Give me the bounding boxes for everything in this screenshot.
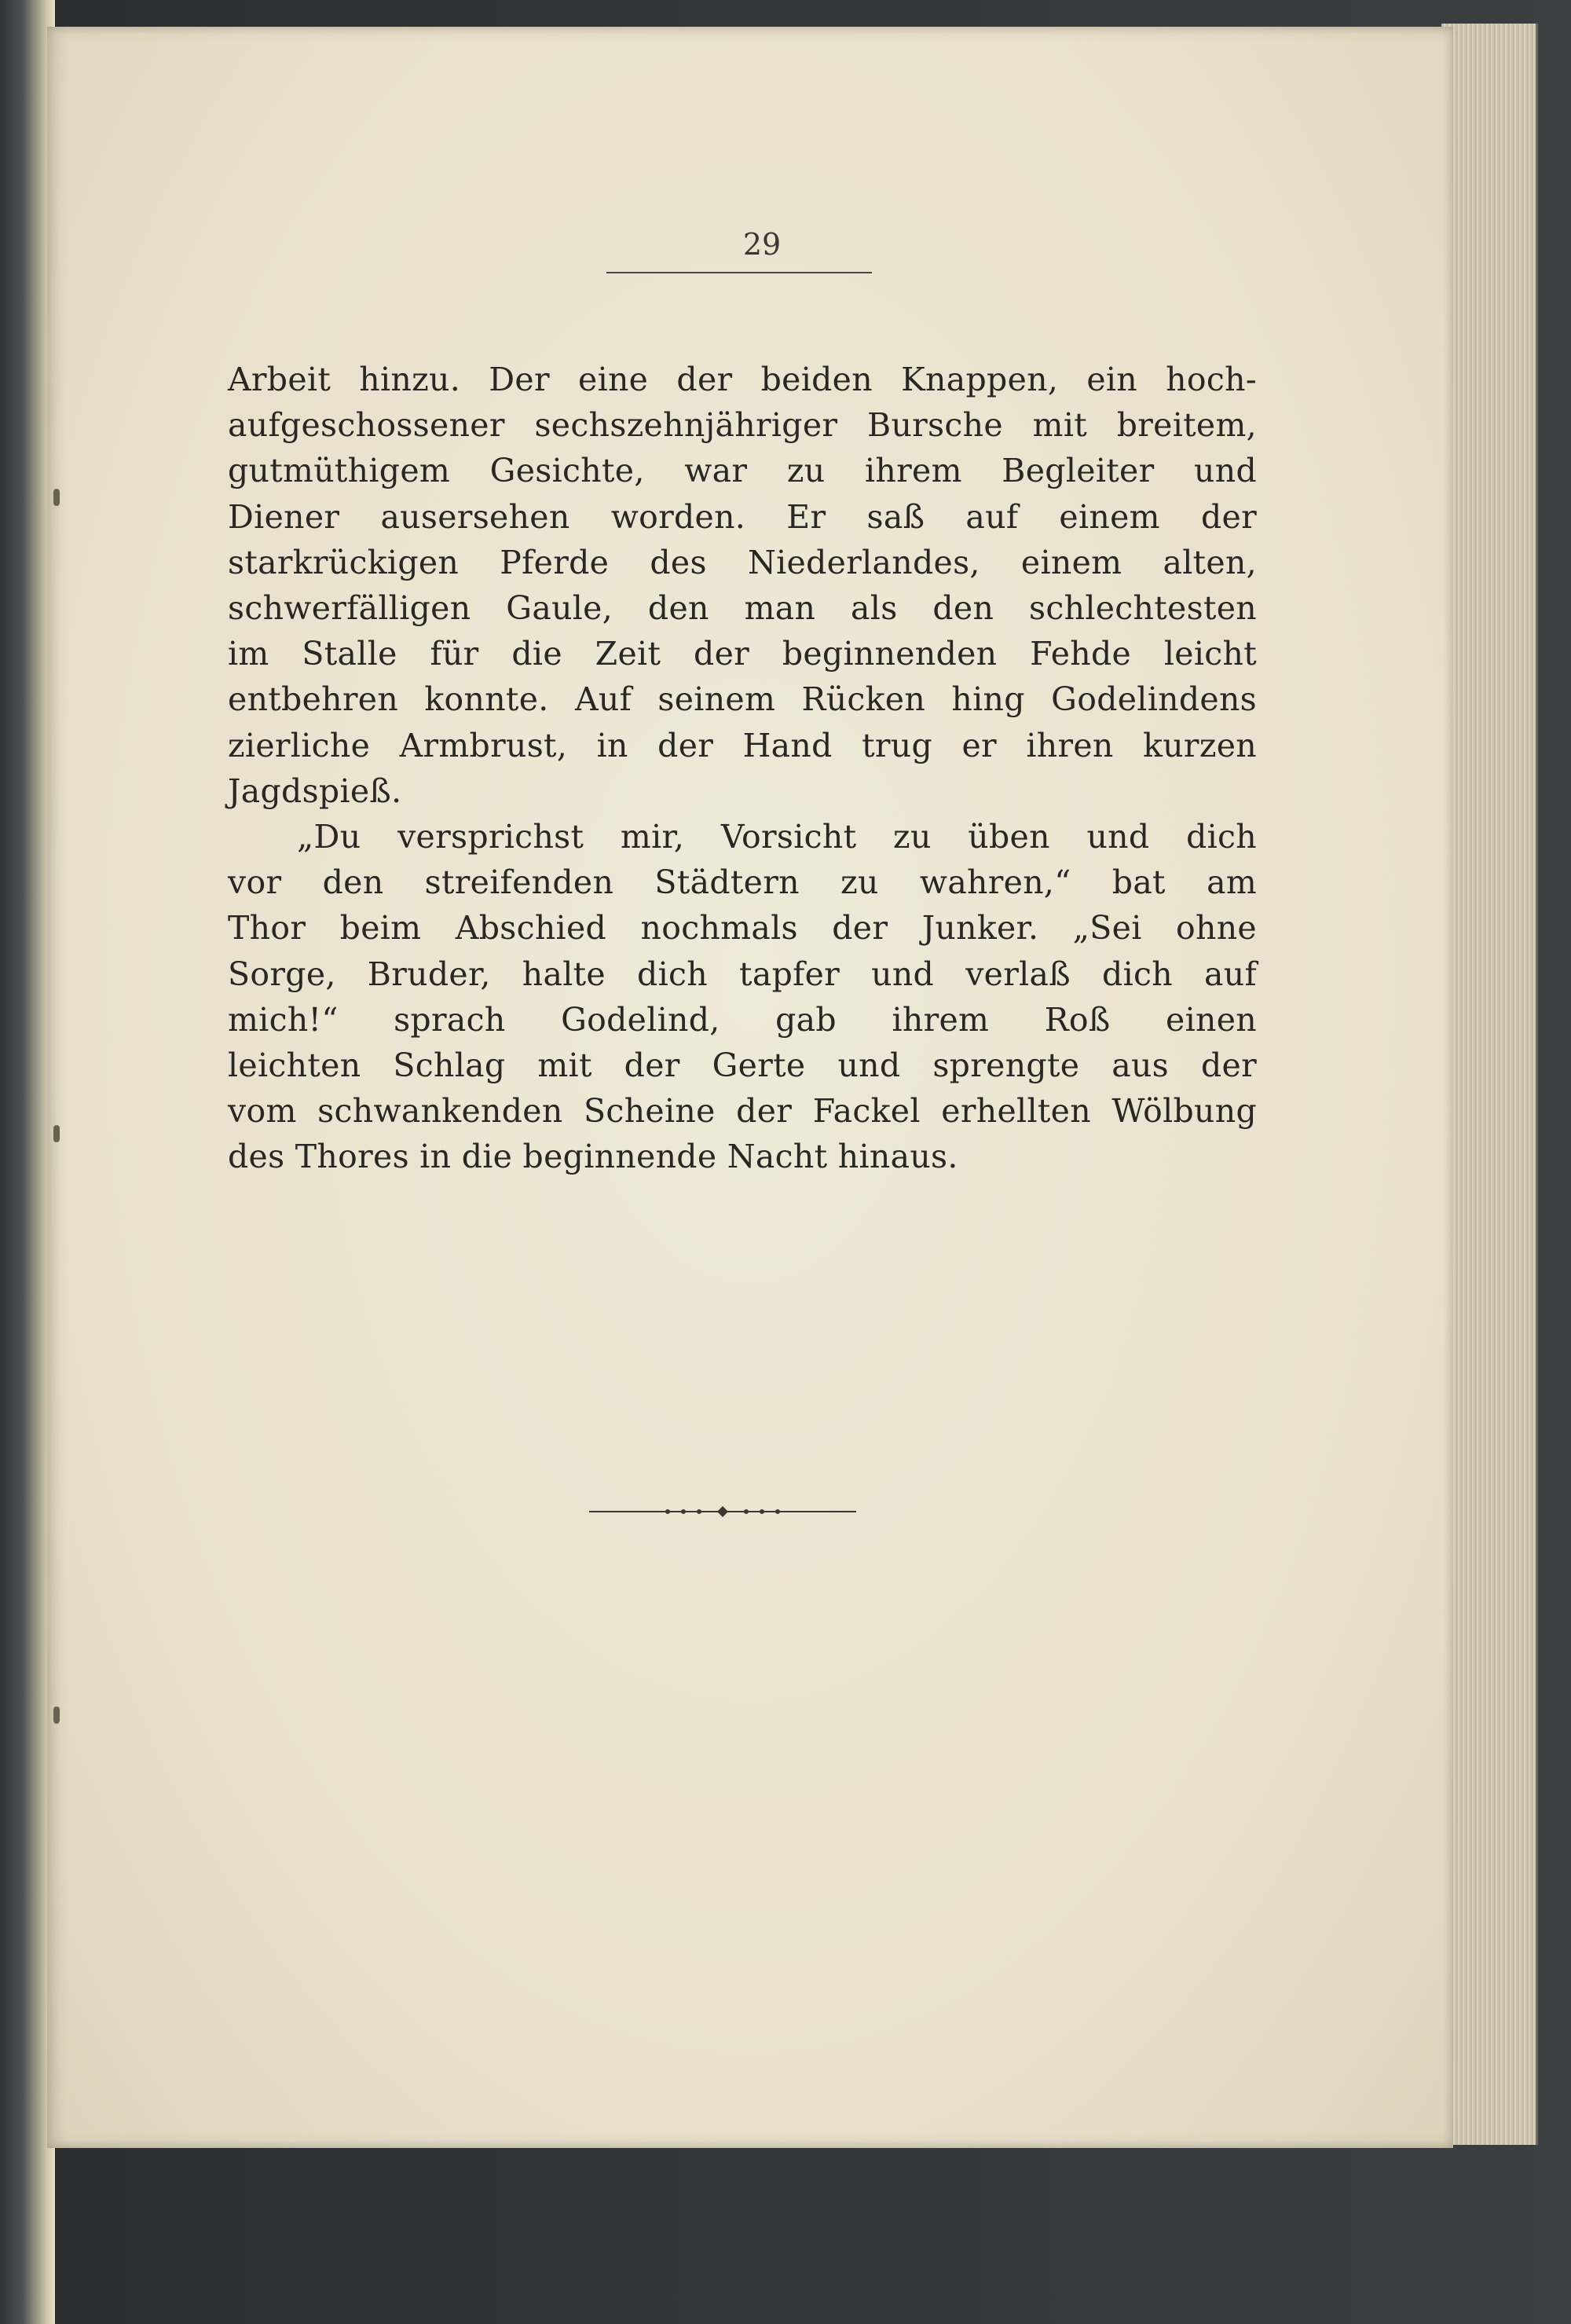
text-line: mich!“ sprach Godelind, gab ihrem Roß einen bbox=[228, 1000, 1257, 1039]
page-number: 29 bbox=[742, 227, 782, 262]
text-line: Thor beim Abschied nochmals der Junker. „Sei ohne bbox=[228, 909, 1257, 948]
text-line: vor den streifenden Städtern zu wahren,“ bat am bbox=[228, 863, 1257, 902]
text-line: Sorge, Bruder, halte dich tapfer und verlaß dich auf bbox=[228, 955, 1257, 993]
margin-mark bbox=[53, 489, 60, 506]
text-line: aufgeschossener sechszehnjähriger Bursche mit breitem, bbox=[228, 406, 1257, 445]
text-line: starkrückigen Pferde des Niederlandes, einem alten, bbox=[228, 543, 1257, 581]
margin-mark bbox=[53, 1125, 60, 1142]
text-line: „Du versprichst mir, Vorsicht zu üben und dich bbox=[297, 818, 1257, 856]
text-line: vom schwankenden Scheine der Fackel erhellten Wölbung bbox=[228, 1092, 1257, 1131]
text-line: Jagdspieß. bbox=[228, 772, 402, 810]
text-line: schwerfälligen Gaule, den man als den schlechtesten bbox=[228, 589, 1257, 628]
text-line: Arbeit hinzu. Der eine der beiden Knappen, ein hoch- bbox=[228, 361, 1257, 398]
ornament-divider bbox=[589, 1504, 856, 1519]
body-text bbox=[228, 357, 1257, 1180]
text-line: im Stalle für die Zeit der beginnenden Fehde leicht bbox=[228, 635, 1257, 673]
book-page bbox=[47, 27, 1453, 2148]
header-rule bbox=[606, 272, 872, 273]
margin-mark bbox=[53, 1706, 60, 1724]
page-edges bbox=[1441, 24, 1538, 2145]
text-line: zierliche Armbrust, in der Hand trug er ihren kurzen bbox=[228, 726, 1257, 764]
text-line: gutmüthigem Gesichte, war zu ihrem Begleiter und bbox=[228, 452, 1257, 490]
text-line: entbehren konnte. Auf seinem Rücken hing Godelindens bbox=[228, 680, 1257, 719]
text-line: leichten Schlag mit der Gerte und sprengte aus der bbox=[228, 1047, 1257, 1085]
text-line: des Thores in die beginnende Nacht hinaus. bbox=[228, 1138, 958, 1176]
text-line: Diener ausersehen worden. Er saß auf einem der bbox=[228, 497, 1257, 536]
